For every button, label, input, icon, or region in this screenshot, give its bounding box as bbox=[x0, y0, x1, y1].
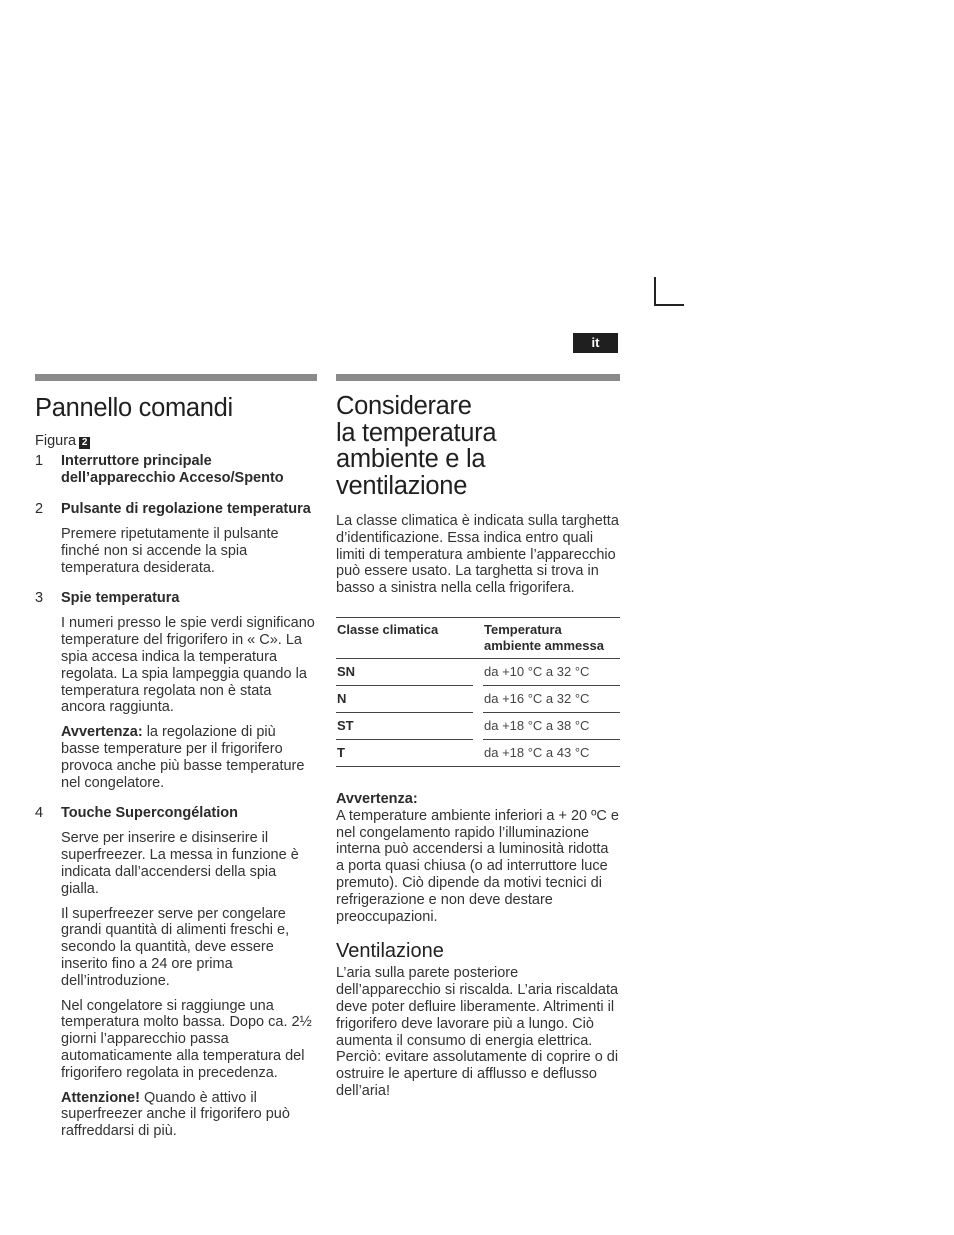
header-class: Classe climatica bbox=[336, 617, 473, 658]
paragraph: Nel congelatore si raggiunge una temperatura molto bassa. Dopo ca. 2½ giorni l’apparecchio passa automaticamente alla temperatura del frigorifero regolata in precedenza. bbox=[61, 997, 312, 1081]
section-title bbox=[336, 393, 620, 499]
item-title: Touche Supercongélation bbox=[61, 805, 238, 822]
ventilation-heading: Ventilazione bbox=[336, 940, 444, 963]
figure-number-badge: 2 bbox=[79, 437, 90, 449]
table-row bbox=[336, 712, 620, 739]
item-number: 3 bbox=[35, 590, 44, 607]
crop-mark-horizontal bbox=[654, 304, 684, 306]
warning-paragraph bbox=[61, 724, 317, 791]
list-item bbox=[35, 805, 317, 822]
list-item bbox=[35, 501, 317, 518]
warning-paragraph: A temperature ambiente inferiori a + 20 ºC e nel congelamento rapido l’illuminazione interna può accendersi a luminosità ridotta a porta quasi chiusa (o ad interruttore luce premuto). Ciò dipende da motivi tecnici di refrigerazione e non deve destare preoccupazioni. bbox=[336, 807, 619, 925]
table-row bbox=[336, 685, 620, 712]
title-line: ventilazione bbox=[336, 471, 468, 500]
intro-paragraph: La classe climatica è indicata sulla targhetta d’identificazione. Essa indica entro quali limiti di temperatura ambiente l’apparecchio può essere usato. La targhetta si trova in basso a sinistra nella cella frigorifera. bbox=[336, 513, 619, 597]
figure-reference bbox=[35, 433, 317, 450]
climate-class: N bbox=[336, 685, 473, 712]
left-column bbox=[35, 374, 317, 1140]
item-title: Pulsante di regolazione temperatura bbox=[61, 501, 311, 517]
paragraph: Il superfreezer serve per congelare grandi quantità di alimenti freschi e, secondo la quantità, deve essere inserito fino a 24 ore prima dell’introduzione. bbox=[61, 905, 290, 989]
list-item bbox=[35, 453, 317, 487]
table-header-row bbox=[336, 617, 620, 658]
section-title: Pannello comandi bbox=[35, 394, 233, 422]
crop-mark-vertical bbox=[654, 277, 656, 306]
table-row bbox=[336, 739, 620, 766]
list-item bbox=[35, 590, 317, 607]
paragraph: Premere ripetutamente il pulsante finché non si accende la spia temperatura desiderata. bbox=[61, 526, 279, 576]
temperature-range: da +18 °C a 38 °C bbox=[483, 712, 620, 739]
temperature-range: da +10 °C a 32 °C bbox=[483, 658, 620, 685]
item-number: 2 bbox=[35, 501, 44, 517]
paragraph: Serve per inserire e disinserire il superfreezer. La messa in funzione è indicata dall’accendersi della spia gialla. bbox=[61, 830, 299, 897]
warning-text: la regolazione di più basse temperature per il frigorifero provoca anche più basse temperature nel congelatore. bbox=[61, 724, 305, 791]
section-bar bbox=[35, 374, 317, 381]
climate-class: SN bbox=[336, 658, 473, 685]
language-tab: it bbox=[573, 333, 618, 353]
attention-paragraph bbox=[61, 1090, 317, 1140]
title-line: Considerare bbox=[336, 392, 472, 420]
ventilation-advice: Perciò: evitare assolutamente di coprire o di ostruire le aperture di afflusso e deflusso dell’aria! bbox=[336, 1049, 619, 1099]
climate-class-table bbox=[336, 617, 620, 767]
attention-label: Attenzione! bbox=[61, 1089, 140, 1106]
warning-label: Avvertenza: bbox=[61, 724, 143, 741]
item-number: 1 bbox=[35, 453, 44, 469]
item-title: Spie temperatura bbox=[61, 590, 180, 607]
climate-class: T bbox=[336, 739, 473, 766]
ventilation-paragraph: L’aria sulla parete posteriore dell’apparecchio si riscalda. L’aria riscaldata deve poter defluire liberamente. Altrimenti il frigorifero deve lavorare più a lungo. Ciò aumenta il consumo di energia elettrica. bbox=[336, 965, 619, 1049]
temperature-range: da +18 °C a 43 °C bbox=[483, 739, 620, 766]
paragraph: I numeri presso le spie verdi significano temperature del frigorifero in « C». La spia accesa indica la temperatura regolata. La spia lampeggia quando la temperatura regolata non è stata ancora raggiunta. bbox=[61, 615, 315, 716]
item-number: 4 bbox=[35, 805, 44, 822]
header-temperature: Temperatura ambiente ammessa bbox=[483, 617, 620, 658]
section-bar bbox=[336, 374, 620, 381]
item-title: Interruttore principale dell’apparecchio Acceso/Spento bbox=[61, 453, 284, 486]
table-row bbox=[336, 658, 620, 685]
right-column bbox=[336, 374, 620, 1100]
figure-label: Figura bbox=[35, 433, 77, 449]
title-line: la temperatura bbox=[336, 418, 497, 447]
warning-label: Avvertenza: bbox=[336, 790, 418, 807]
climate-class: ST bbox=[336, 712, 473, 739]
temperature-range: da +16 °C a 32 °C bbox=[483, 685, 620, 712]
title-line: ambiente e la bbox=[336, 445, 486, 473]
attention-text: Quando è attivo il superfreezer anche il frigorifero può raffreddarsi di più. bbox=[61, 1089, 290, 1140]
